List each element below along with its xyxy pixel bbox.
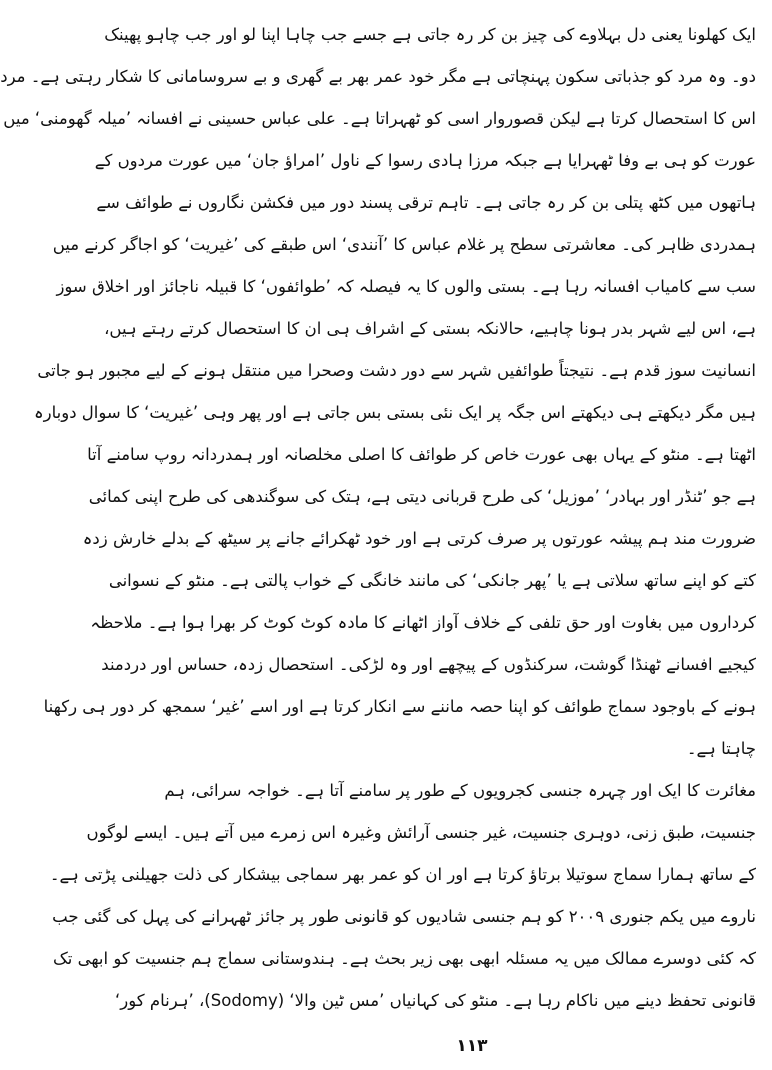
text-line: کہ کئی دوسرے ممالک میں یہ مسئلہ ابھی بھی زیر بحث ہے۔ ہندوستانی سماج ہم جنسیت کو ابھی تک (52, 949, 756, 968)
text-line: جنسیت، طبق زنی، دوہری جنسیت، غیر جنسی آرائش وغیرہ اس زمرے میں آتے ہیں۔ ایسے لوگوں (86, 823, 756, 842)
text-line: ناروے میں یکم جنوری ۲۰۰۹ کو ہم جنسی شادیوں کو قانونی طور پر جائز ٹھہرانے کی پہل کی گئی جب (52, 907, 756, 926)
text-line: ایک کھلونا یعنی دل بہلاوے کی چیز بن کر رہ جاتی ہے جسے جب چاہا اپنا لو اور جب چاہو پھینک (104, 25, 756, 44)
text-line: ہیں مگر دیکھتے ہی دیکھتے اس جگہ پر ایک نئی بستی بس جاتی ہے اور پھر وہی ’غیریت‘ کا سوال دوبارہ (33, 403, 756, 422)
paragraph-1 (0, 14, 756, 770)
text-line: سب سے کامیاب افسانہ رہا ہے۔ بستی والوں کا یہ فیصلہ کہ ’طوائفوں‘ کا قبیلہ ناجائز اور اخلاق سوز (56, 277, 756, 296)
text-line: ضرورت مند ہم پیشہ عورتوں پر صرف کرتی ہے اور خود ٹھکرائے جانے پر سیٹھ کے بدلے خارش زدہ (82, 529, 756, 548)
text-line: اس کا استحصال کرتا ہے لیکن قصوروار اسی کو ٹھہراتا ہے۔ علی عباس حسینی نے افسانہ ’میلہ گھومنی‘ میں (3, 109, 756, 128)
text-line: دو۔ وہ مرد کو جذباتی سکون پہنچاتی ہے مگر خود عمر بھر بے گھری و بے سروسامانی کا شکار رہتی ہے۔ مرد (0, 67, 756, 86)
text-line: مغائرت کا ایک اور چہرہ جنسی کجرویوں کے طور پر سامنے آتا ہے۔ خواجہ سرائی، ہم (164, 781, 756, 800)
text-line: ہونے کے باوجود سماج طوائف کو اپنا حصہ ماننے سے انکار کرتا ہے اور اسے ’غیر‘ سمجھ کر دور ہی رکھنا (43, 697, 756, 716)
text-line: قانونی تحفظ دینے میں ناکام رہا ہے۔ منٹو کی کہانیاں ’مس ٹین والا‘ (Sodomy)، ’ہرنام کور‘ (115, 991, 756, 1010)
text-line: اٹھتا ہے۔ منٹو کے یہاں بھی عورت خاص کر طوائف کا اصلی مخلصانہ اور ہمدردانہ روپ سامنے آتا (87, 445, 756, 464)
text-line: کتے کو اپنے ساتھ سلاتی ہے یا ’پھر جانکی‘ کی مانند خانگی کے خواب پالتی ہے۔ منٹو کے نسوانی (108, 571, 756, 590)
page-number: ۱۱۳ (456, 1036, 488, 1056)
text-line: کرداروں میں بغاوت اور حق تلفی کے خلاف آواز اٹھانے کا مادہ کوٹ کوٹ کر بھرا ہوا ہے۔ ملاحظہ (90, 613, 756, 632)
text-line: ہے، اس لیے شہر بدر ہونا چاہیے، حالانکہ بستی کے اشراف ہی ان کا استحصال کرتے رہتے ہیں، (104, 319, 756, 338)
text-line: کیجیے افسانے ٹھنڈا گوشت، سرکنڈوں کے پیچھے اور وہ لڑکی۔ استحصال زدہ، حساس اور دردمند (101, 655, 756, 674)
text-line: انسانیت سوز قدم ہے۔ نتیجتاً طوائفیں شہر سے دور دشت وصحرا میں منتقل ہونے کے لیے مجبور ہو جاتی (37, 361, 756, 380)
text-line: ہے جو ’ٹنڈر اور بہادر‘ ’موزیل‘ کی طرح قربانی دیتی ہے، ہتک کی سوگندھی کی طرح اپنی کمائی (88, 487, 756, 506)
text-line: چاہتا ہے۔ (686, 739, 756, 758)
text-line: ہاتھوں میں کٹھ پتلی بن کر رہ جاتی ہے۔ تاہم ترقی پسند دور میں فکشن نگاروں نے طوائف سے (96, 193, 756, 212)
text-line: کے ساتھ ہمارا سماج سوتیلا برتاؤ کرتا ہے اور ان کو عمر بھر سماجی بیشکار کی ذلت جھیلنی پڑتی ہے۔ (49, 865, 756, 884)
paragraph-2 (49, 770, 756, 1022)
text-line: عورت کو ہی بے وفا ٹھہرایا ہے جبکہ مرزا ہادی رسوا کے ناول ’امراؤ جان‘ میں عورت مردوں کے (94, 151, 756, 170)
text-line: ہمدردی ظاہر کی۔ معاشرتی سطح پر غلام عباس کا ’آنندی‘ اس طبقے کی ’غیریت‘ کو اجاگر کرنے میں (52, 235, 756, 254)
body-text (0, 14, 756, 1022)
